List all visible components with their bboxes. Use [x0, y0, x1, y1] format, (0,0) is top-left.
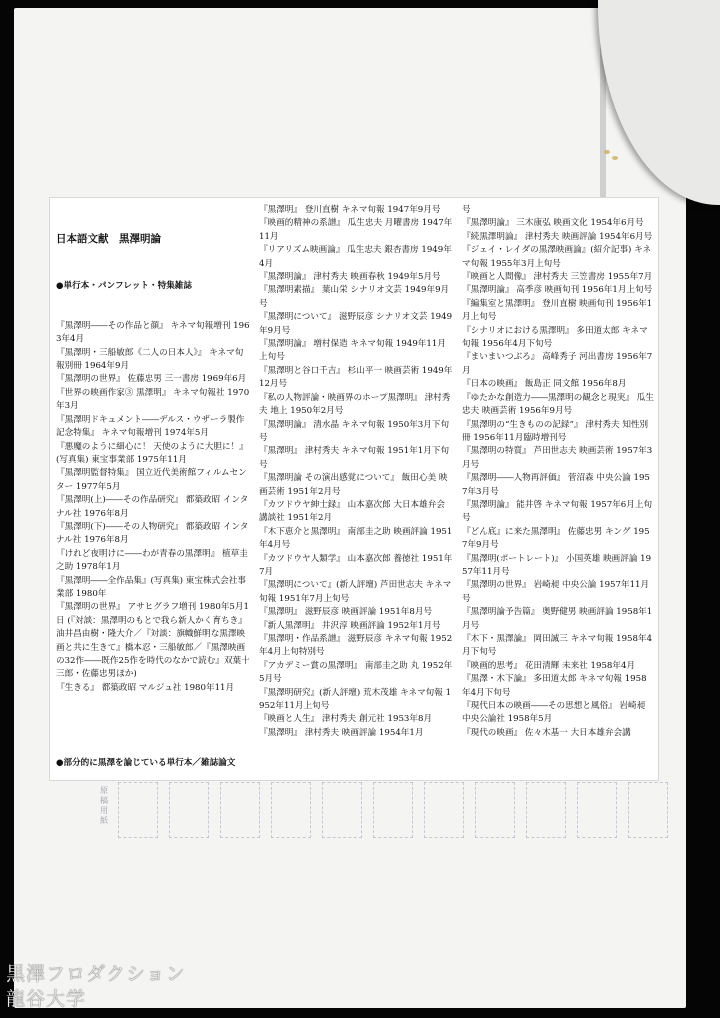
bibliography-entry: 『黒澤明について』 滋野辰彦 シナリオ文芸 1949年9月号 [259, 312, 453, 336]
paper-stain [612, 156, 618, 160]
bibliography-entry: 『続黒澤明論』 津村秀夫 映画評論 1954年6月号 [462, 231, 653, 242]
bibliography-entry: 『黒澤明ドキュメント――デルス・ウザーラ製作記念特集』 キネマ旬報増刊 1974年5月 [56, 414, 245, 439]
bibliography-entry: 『黒澤明論 その演出感覚について』 飯田心美 映画芸術 1951年2月号 [259, 473, 448, 497]
manuscript-cell [322, 782, 362, 838]
bibliography-entry: 『私の人物評論・映画界のホープ黒澤明』 津村秀夫 地上 1950年2月号 [259, 392, 451, 417]
bibliography-entry: 『木下恵介と黒澤明』 南部圭之助 映画評論 1951年4月号 [259, 526, 453, 551]
manuscript-cell [169, 782, 209, 838]
bibliography-entry: 『黒澤明(下)――その人物研究』 都築政昭 インタナル社 1976年8月 [56, 521, 249, 546]
bibliography-entry: 号 [462, 205, 471, 215]
bibliography-entry: 『黒澤明の世界』 岩崎昶 中央公論 1957年11月号 [462, 580, 650, 604]
paper-stain [604, 150, 610, 154]
manuscript-paper-label: 原稿用紙 [100, 786, 108, 825]
column-2 [259, 204, 453, 740]
bibliography-entry: 『黒澤明』 津村秀夫 映画評論 1954年1月 [259, 727, 424, 738]
bibliography-entry: 『黒澤明研究』(新人評壇) 荒木茂雄 キネマ旬報 1952年11月上旬号 [259, 687, 452, 712]
bibliography-entry: 『黒澤明――人物再評価』 菅沼森 中央公論 1957年3月号 [462, 473, 650, 497]
bibliography-entry: 『黒澤明――全作品集』(写真集) 東宝株式会社事業部 1980年 [56, 575, 246, 599]
watermark-production: 黒澤フロダクション [6, 963, 186, 985]
bibliography-entry: 『黒澤明監督特集』 国立近代美術館フィルムセンター 1977年5月 [56, 468, 247, 492]
manuscript-cell [271, 782, 311, 838]
bibliography-entry: 『黒澤明論』 三木康弘 映画文化 1954年6月号 [462, 218, 644, 229]
column-3 [462, 204, 655, 740]
bibliography-entry: 『黒澤明の“生きものの記録”』 津村秀夫 知性別冊 1956年11月臨時増刊号 [462, 419, 649, 443]
bibliography-entry: 『映画的精神の系譜』 瓜生忠夫 月曜書房 1947年11月 [259, 218, 453, 242]
section-heading-books: ●単行本・パンフレット・特集雑誌 [56, 280, 192, 291]
bibliography-entry: 『悪魔のように細心に！ 天使のように大胆に！』(写真集) 東宝事業部 1975年11月 [56, 441, 248, 465]
bibliography-entry: 『黒澤明論』 能井啓 キネマ旬報 1957年6月上旬号 [462, 499, 653, 524]
bibliography-entry: 『映画的思考』 花田清輝 未来社 1958年4月 [462, 660, 636, 671]
bibliography-entry: 『黒澤明論』 増村保造 キネマ旬報 1949年11月上旬号 [259, 339, 446, 363]
bibliography-entry: 『まいまいつぶろ』 高峰秀子 河出書房 1956年7月 [462, 352, 653, 376]
bibliography-entry: 『ジェイ・レイダの黒澤映画論』(紹介記事) キネマ旬報 1955年3月上旬号 [462, 245, 652, 269]
bibliography-entry: 『黒澤明・三船敏郎《二人の日本人》』 キネマ旬報別冊 1964年9月 [56, 347, 244, 372]
bibliography-entry: 『どん底』に来た黒澤明』 佐藤忠男 キング 1957年9月号 [462, 526, 650, 551]
bibliography-entry: 『黒澤明(上)――その作品研究』 都築政昭 インタナル社 1976年8月 [56, 495, 249, 519]
bibliography-entry: 『黒澤明(ポートレート)』 小国英雄 映画評論 1957年11月号 [462, 553, 652, 577]
bibliography-entry: 『黒澤明――その作品と顔』 キネマ旬報増刊 1963年4月 [56, 320, 250, 345]
section-heading-partial: ●部分的に黒澤を論じている単行本／雑誌論文 [56, 757, 236, 768]
bibliography-entry: 『黒澤明論』 高季彦 映画旬刊 1956年1月上旬号 [462, 285, 653, 296]
bibliography-entry: 『カツドウヤ人類学』 山本嘉次郎 養徳社 1951年7月 [259, 553, 453, 577]
bibliography-entry: 『現代の映画』 佐々木基一 大日本雄弁会講 [462, 727, 631, 738]
bibliography-entry: 『カツドウヤ紳士録』 山本嘉次郎 大日本雄弁会講談社 1951年2月 [259, 499, 445, 524]
bibliography-entry: 『黒澤明の特質』 芦田世志夫 映画芸術 1957年3月号 [462, 446, 653, 470]
bibliography-entry: 『黒澤明と谷口千吉』 杉山平一 映画芸術 1949年12月号 [259, 365, 453, 390]
bibliography-entry: 『黒澤明論』 清水晶 キネマ旬報 1950年3月下旬号 [259, 419, 450, 443]
bibliography-entry: 『世界の映画作家③ 黒澤明』 キネマ旬報社 1970年3月 [56, 387, 250, 412]
manuscript-cell [118, 782, 158, 838]
bibliography-entry: 『黒澤明の世界』 アサヒグラフ増刊 1980年5月1日 (『対談：黒澤明のもとで我ら新人かく育ちき』油井昌由樹・隆大介／『対談：旗幟鮮明な黒澤映画と共に生きて』橋本忍・三船敏郎／『黒澤映画の32作――既作25作を時代のなかで読む』双葉十三郎・佐藤忠男ほか) [56, 602, 250, 680]
bibliography-entry: 『けれど夜明けに――わが青春の黒澤明』 植草圭之助 1978年1月 [56, 548, 248, 573]
bibliography-entry: 『黒澤明論』 津村秀夫 映画春秋 1949年5月号 [259, 272, 441, 283]
bibliography-entry: 『木下・黒澤論』 岡田誠三 キネマ旬報 1958年4月下旬号 [462, 634, 653, 658]
manuscript-cell [220, 782, 260, 838]
bibliography-entry: 『黒澤明素描』 葉山栄 シナリオ文芸 1949年9月号 [259, 285, 450, 309]
bibliography-entry: 『アカデミー賞の黒澤明』 南部圭之助 丸 1952年5月号 [259, 660, 453, 685]
entries-books [56, 320, 250, 695]
manuscript-grid [118, 782, 654, 838]
bibliography-entry: 『映画と人生』 津村秀夫 創元社 1953年8月 [259, 714, 433, 725]
bibliography-entry: 『黒澤明論予告篇』 奥野健男 映画評論 1958年1月号 [462, 607, 653, 631]
watermark-university: 龍谷大学 [6, 988, 87, 1010]
bibliography-entry: 『黒澤明』 津村秀夫 キネマ旬報 1951年1月下旬号 [259, 446, 450, 470]
manuscript-cell [475, 782, 515, 838]
bibliography-entry: 『黒澤明について』(新人評壇) 芦田世志夫 キネマ旬報 1951年7月上旬号 [259, 580, 452, 604]
bibliography-entry: 『新人黒澤明』 井沢淳 映画評論 1952年1月号 [259, 620, 441, 631]
manuscript-cell [526, 782, 566, 838]
bibliography-entry: 『生きる』 都築政昭 マルジュ社 1980年11月 [56, 682, 235, 693]
bibliography-entry: 『リアリズム映画論』 瓜生忠夫 銀杏書房 1949年4月 [259, 245, 452, 269]
bibliography-entry: 『黒澤明・作品系譜』 滋野辰彦 キネマ旬報 1952年4月上旬特別号 [259, 634, 453, 658]
manuscript-cell [577, 782, 617, 838]
bibliography-entry: 『黒澤明』 登川直樹 キネマ旬報 1947年9月号 [259, 205, 441, 215]
manuscript-cell [373, 782, 413, 838]
manuscript-cell [628, 782, 668, 838]
bibliography-entry: 『現代日本の映画――その思想と風俗』 岩崎昶 中央公論社 1958年5月 [462, 701, 648, 725]
bibliography-clipping [50, 198, 658, 780]
bibliography-entry: 『黒澤明の世界』 佐藤忠男 三一書房 1969年6月 [56, 374, 247, 385]
bibliography-entry: 『黒澤・木下論』 多田道太郎 キネマ旬報 1958年4月下旬号 [462, 674, 647, 698]
bibliography-entry: 『映画と人間像』 津村秀夫 三笠書房 1955年7月 [462, 272, 653, 283]
bibliography-entry: 『編集室と黒澤明』 登川直樹 映画旬刊 1956年1月上旬号 [462, 298, 653, 323]
bibliography-entry: 『日本の映画』 飯島正 同文館 1956年8月 [462, 379, 627, 390]
bibliography-entry: 『ゆたかな創造力――黒澤明の観念と現実』 瓜生忠夫 映画芸術 1956年9月号 [462, 392, 654, 417]
bibliography-entry: 『黒澤明』 滋野辰彦 映画評論 1951年8月号 [259, 607, 433, 618]
manuscript-cell [424, 782, 464, 838]
column-1 [56, 204, 250, 780]
bibliography-entry: 『シナリオにおける黒澤明』 多田道太郎 キネマ旬報 1956年4月下旬号 [462, 325, 648, 350]
document-title: 日本語文献 黒澤明論 [56, 232, 161, 245]
